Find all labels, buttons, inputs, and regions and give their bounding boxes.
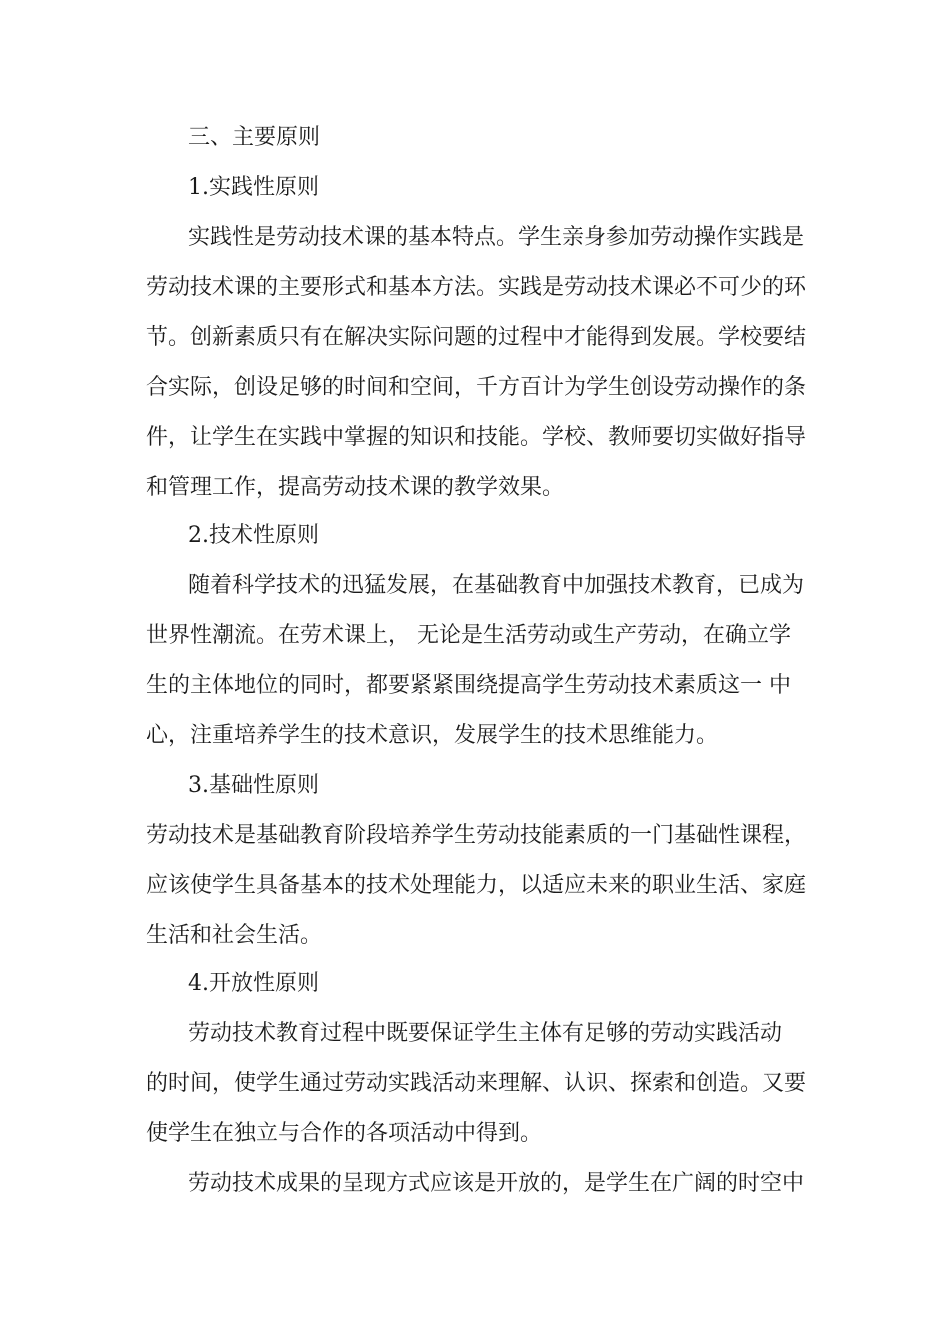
principle-title-4: 4.开放性原则 (188, 971, 319, 996)
paragraph-line: 心，注重培养学生的技术意识，发展学生的技术思维能力。 (146, 723, 719, 748)
paragraph-line: 和管理工作，提高劳动技术课的教学效果。 (146, 475, 565, 500)
paragraph-line: 应该使学生具备基本的技术处理能力，以适应未来的职业生活、家庭 (146, 873, 807, 898)
paragraph-line: 生的主体地位的同时，都要紧紧围绕提高学生劳动技术素质这一 中 (146, 673, 791, 698)
paragraph-line: 件，让学生在实践中掌握的知识和技能。学校、教师要切实做好指导 (146, 425, 807, 450)
principle-title-2: 2.技术性原则 (188, 523, 319, 548)
paragraph-line: 劳动技术成果的呈现方式应该是开放的，是学生在广阔的时空中 (188, 1171, 805, 1196)
paragraph-line: 节。创新素质只有在解决实际问题的过程中才能得到发展。学校要结 (146, 325, 807, 350)
paragraph-line: 劳动技术教育过程中既要保证学生主体有足够的劳动实践活动 (188, 1021, 783, 1046)
principle-title-3: 3.基础性原则 (188, 773, 319, 798)
paragraph-line: 合实际，创设足够的时间和空间，千方百计为学生创设劳动操作的条 (146, 375, 807, 400)
principle-title-1: 1.实践性原则 (188, 175, 319, 200)
paragraph-line: 随着科学技术的迅猛发展，在基础教育中加强技术教育，已成为 (188, 573, 805, 598)
paragraph-line: 劳动技术课的主要形式和基本方法。实践是劳动技术课必不可少的环 (146, 275, 807, 300)
paragraph-line: 劳动技术是基础教育阶段培养学生劳动技能素质的一门基础性课程， (146, 823, 807, 848)
paragraph-line: 使学生在独立与合作的各项活动中得到。 (146, 1121, 543, 1146)
paragraph-line: 世界性潮流。在劳术课上， 无论是生活劳动或生产劳动，在确立学 (146, 623, 791, 648)
section-heading: 三、主要原则 (188, 125, 321, 150)
paragraph-line: 的时间，使学生通过劳动实践活动来理解、认识、探索和创造。又要 (146, 1071, 807, 1096)
paragraph-line: 实践性是劳动技术课的基本特点。学生亲身参加劳动操作实践是 (188, 225, 805, 250)
paragraph-line: 生活和社会生活。 (146, 923, 323, 948)
